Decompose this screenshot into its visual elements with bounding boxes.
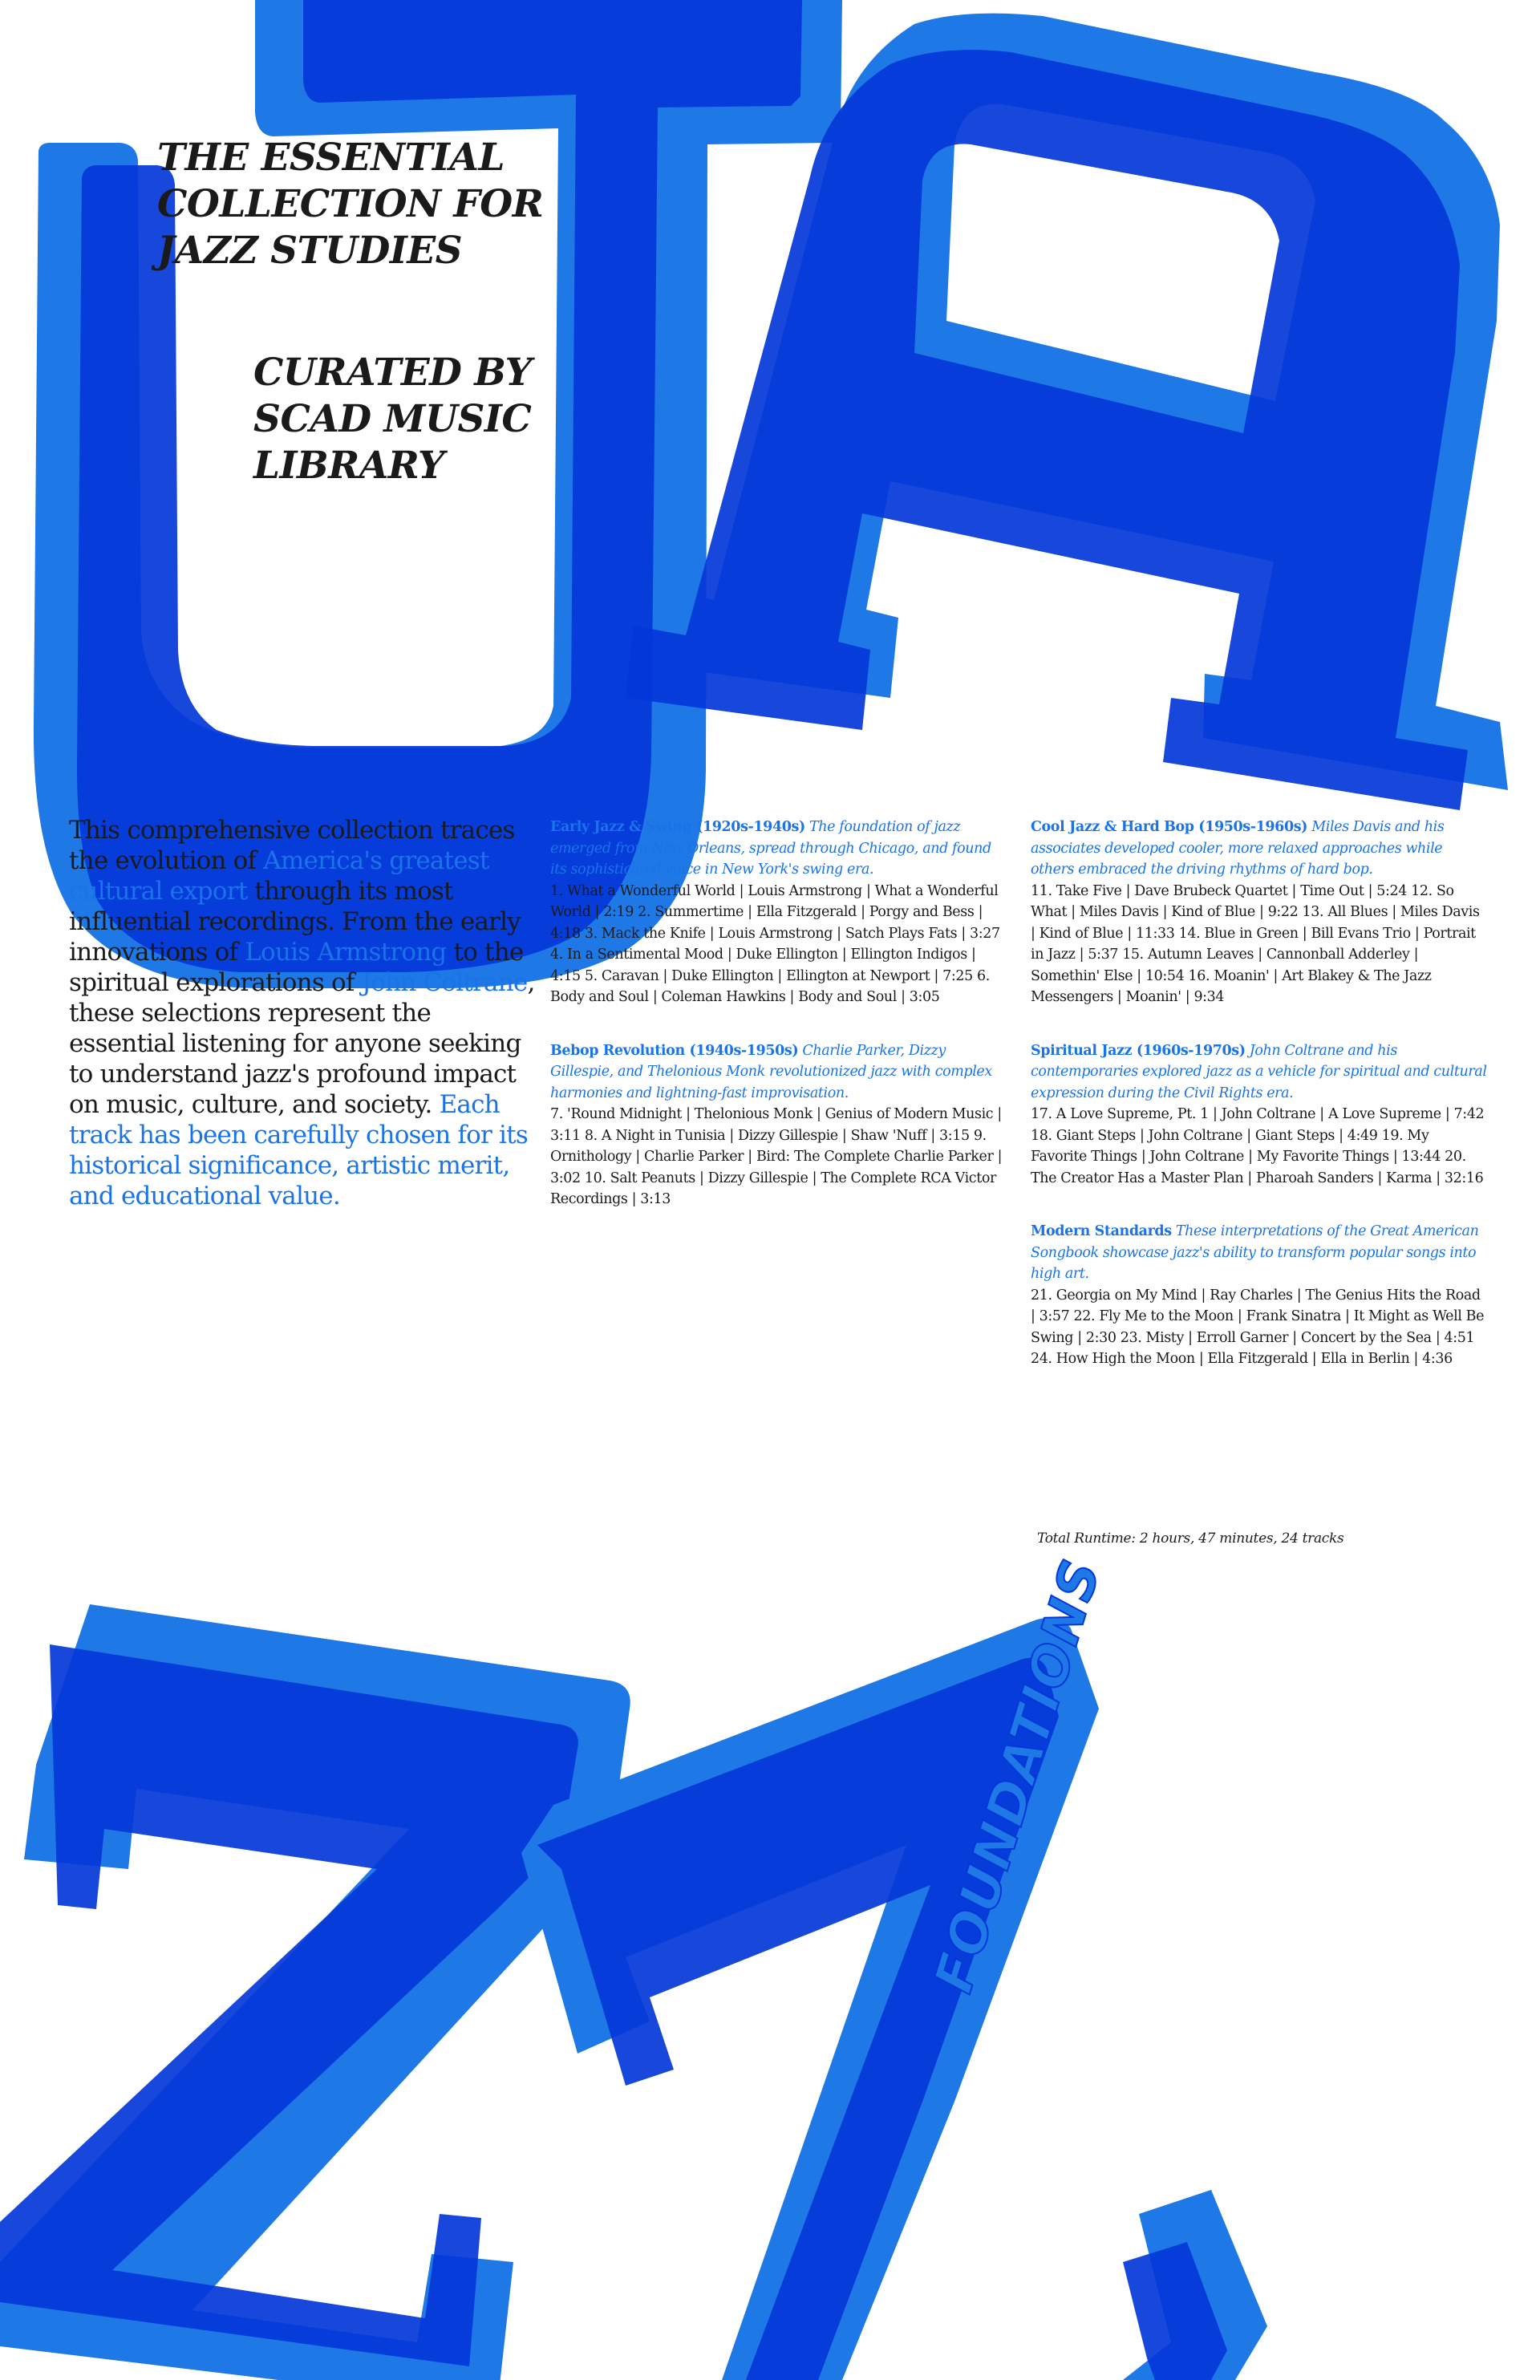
intro-text: to the spiritual explorations of (69, 938, 524, 997)
section-early-jazz (550, 817, 1007, 1008)
letter-z1-dark-layer (0, 1644, 578, 2366)
headline: THE ESSENTIAL COLLECTION FOR JAZZ STUDIES (157, 136, 544, 273)
section-bebop (550, 1040, 1007, 1210)
section-tracks: 11. Take Five | Dave Brubeck Quartet | Time Out | 5:24 12. So What | Miles Davis | Kind of Blue | 9:22 13. All Blues | Miles Davis | Kind of Blue | 11:33 14. Blue in Green | Bill Evans Trio | Portrait in Jazz | 5:37 15. Autumn Leaves | Cannonball Adderley | Somethin' Else | 10:54 16. Moanin' | Art Blakey & The Jazz Messengers | Moanin' | 9:34 (1031, 882, 1480, 1005)
total-runtime: Total Runtime: 2 hours, 47 minutes, 24 tracks (1037, 1531, 1344, 1547)
section-title: Spiritual Jazz (1960s-1970s) (1031, 1042, 1246, 1059)
section-tracks: 21. Georgia on My Mind | Ray Charles | The Genius Hits the Road | 3:57 22. Fly Me to the Moon | Frank Sinatra | It Might as Well Be Swing | 2:30 23. Misty | Erroll Garner | Concert by the Sea | 4:51 24. How High the Moon | Ella Fitzgerald | Ella in Berlin | 4:36 (1031, 1287, 1485, 1367)
section-spiritual-jazz (1031, 1040, 1488, 1190)
section-description: The foundation of jazz emerged from New Orleans, spread through Chicago, and found its sophisticated voice in New York's swing era. (550, 819, 991, 878)
section-description: These interpretations of the Great American Songbook showcase jazz's ability to transform popular songs into high art. (1031, 1223, 1479, 1282)
intro-highlight: John Coltrane (361, 968, 528, 997)
intro-highlight: America's greatest cultural export (69, 846, 489, 906)
section-description: John Coltrane and his contemporaries explored jazz as a vehicle for spiritual and cultural expression during the Civil Rights era. (1031, 1042, 1487, 1101)
foundations-side-title: FOUNDATIONS (922, 1551, 1113, 2000)
intro-highlight: Louis Armstrong (245, 938, 447, 967)
section-title: Early Jazz & Swing (1920s-1940s) (550, 819, 805, 835)
section-description: Miles Davis and his associates developed cooler, more relaxed approaches while others embraced the driving rhythms of hard bop. (1031, 819, 1445, 878)
intro-text: This comprehensive collection traces the evolution of (69, 816, 515, 875)
section-tracks: 7. 'Round Midnight | Thelonious Monk | Genius of Modern Music | 3:11 8. A Night in Tunisia | Dizzy Gillespie | Shaw 'Nuff | 3:15 9. Ornithology | Charlie Parker | Bird: The Complete Charlie Parker | 3:02 10. Salt Peanuts | Dizzy Gillespie | The Complete RCA Victor Recordings | 3:13 (550, 1106, 1003, 1207)
tracklist-column-left (550, 817, 1007, 1243)
section-modern-standards (1031, 1221, 1488, 1370)
tracklist-column-right (1031, 817, 1488, 1402)
intro-paragraph (69, 815, 542, 1211)
section-title: Bebop Revolution (1940s-1950s) (550, 1042, 799, 1059)
intro-text: , these selections represent the essential listening for anyone seeking to understand jazz's profound impact on music, culture, and society. (69, 968, 535, 1119)
section-tracks: 17. A Love Supreme, Pt. 1 | John Coltrane | A Love Supreme | 7:42 18. Giant Steps | John Coltrane | Giant Steps | 4:49 19. My Favorite Things | John Coltrane | My Favorite Things | 13:44 20. The Creator Has a Master Plan | Pharoah Sanders | Karma | 32:16 (1031, 1106, 1485, 1186)
section-tracks: 1. What a Wonderful World | Louis Armstrong | What a Wonderful World | 2:19 2. Summertime | Ella Fitzgerald | Porgy and Bess | 4:18 3. Mack the Knife | Louis Armstrong | Satch Plays Fats | 3:27 4. In a Sentimental Mood | Duke Ellington | Ellington Indigos | 4:15 5. Caravan | Duke Ellington | Ellington at Newport | 7:25 6. Body and Soul | Coleman Hawkins | Body and Soul | 3:05 (550, 882, 1000, 1005)
section-cool-jazz (1031, 817, 1488, 1008)
section-title: Modern Standards (1031, 1223, 1172, 1239)
intro-highlight: Each track has been carefully chosen for its historical significance, artistic merit, and educational value. (69, 1090, 528, 1210)
section-description: Charlie Parker, Dizzy Gillespie, and Thelonious Monk revolutionized jazz with complex harmonies and lightning-fast improvisation. (550, 1042, 992, 1101)
section-title: Cool Jazz & Hard Bop (1950s-1960s) (1031, 819, 1308, 835)
letter-a-dark-layer (626, 50, 1468, 810)
curator-line: CURATED BY SCAD MUSIC LIBRARY (253, 351, 532, 488)
intro-text: through its most influential recordings. From the early innovations of (69, 877, 521, 967)
